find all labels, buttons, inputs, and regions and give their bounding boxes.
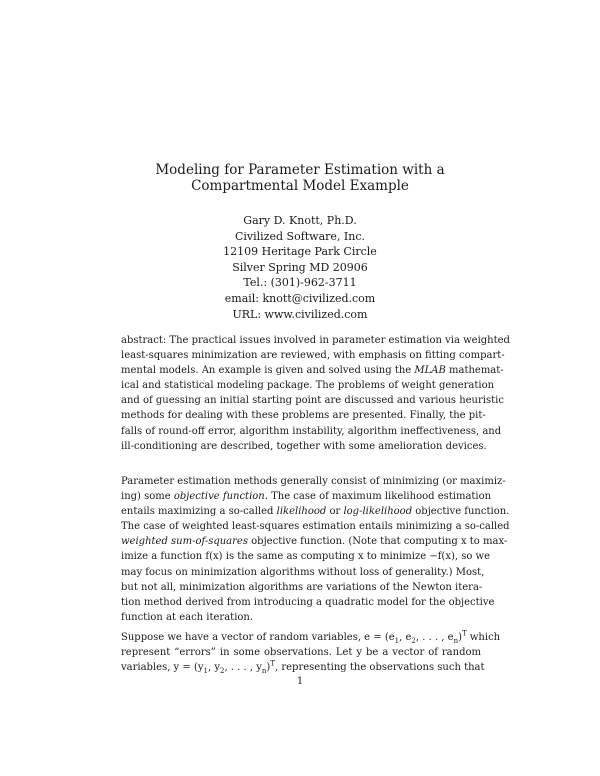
abstract-line: mental models. An example is given and solved using the MLAB mathemat- (121, 365, 504, 377)
abstract-line: methods for dealing with these problems are presented. Finally, the pit- (121, 410, 486, 422)
paragraph-line: Parameter estimation methods generally consist of minimizing (or maximiz- (121, 476, 506, 487)
abstract-line: ill-conditioning are described, together with some amelioration devices. (121, 440, 487, 452)
abstract-line: ical and statistical modeling package. The problems of weight generation (121, 380, 495, 392)
paragraph-line: Suppose we have a vector of random variables, $e = (e_1$, $e_2$, . . . , $e_n)^T$ which (121, 629, 501, 645)
author-block (0, 213, 600, 322)
author-email: email: knott@civilized.com (224, 291, 376, 305)
abstract (121, 333, 510, 454)
author-name: Gary D. Knott, Ph.D. (243, 214, 357, 227)
mlab-name: MLAB (414, 365, 446, 377)
author-url: URL: www.civilized.com (232, 307, 368, 321)
abstract-line: abstract: The practical issues involved in parameter estimation via weighted (121, 335, 510, 346)
paragraph-line: function at each iteration. (121, 611, 254, 623)
author-tel: Tel.: (301)-962-3711 (243, 276, 357, 290)
paragraph-1 (121, 474, 510, 625)
abstract-line: and of guessing an initial starting point are discussed and various heuristic (121, 395, 504, 407)
paragraph-2 (121, 629, 501, 676)
paragraph-line: tion method derived from introducing a quadratic model for the objective (121, 596, 495, 608)
paragraph-line: may focus on minimization algorithms without loss of generality.) Most, (121, 566, 485, 578)
author-street: 12109 Heritage Park Circle (223, 245, 377, 259)
paragraph-line: The case of weighted least-squares estimation entails minimizing a so-called (121, 521, 510, 533)
paragraph-line: entails maximizing a so-called likelihood or log-likelihood objective function. (121, 506, 510, 518)
title-line-2: Compartmental Model Example (191, 178, 409, 194)
author-city: Silver Spring MD 20906 (232, 260, 368, 274)
paragraph-line: represent “errors” in some observations. Let y be a vector of random (121, 647, 481, 659)
paragraph-line: weighted sum-of-squares objective function. (Note that computing x to max- (121, 536, 508, 548)
paragraph-line: variables, $y = (y_1$, $y_2$, . . . , $y_n)^T$, representing the observations such that (121, 659, 485, 676)
abstract-line: least-squares minimization are reviewed, with emphasis on fitting compart- (121, 350, 505, 362)
page-number: 1 (296, 676, 304, 687)
paper-title (0, 162, 600, 194)
title-line-1: Modeling for Parameter Estimation with a (155, 162, 445, 178)
author-company: Civilized Software, Inc. (234, 229, 366, 243)
paragraph-line: but not all, minimization algorithms are variations of the Newton itera- (121, 581, 483, 593)
abstract-line: falls of round-off error, algorithm instability, algorithm ineffectiveness, and (121, 425, 502, 437)
paragraph-line: imize a function f(x) is the same as computing x to minimize −f(x), so we (121, 551, 491, 563)
paragraph-line: ing) some objective function. The case of maximum likelihood estimation (121, 491, 492, 503)
